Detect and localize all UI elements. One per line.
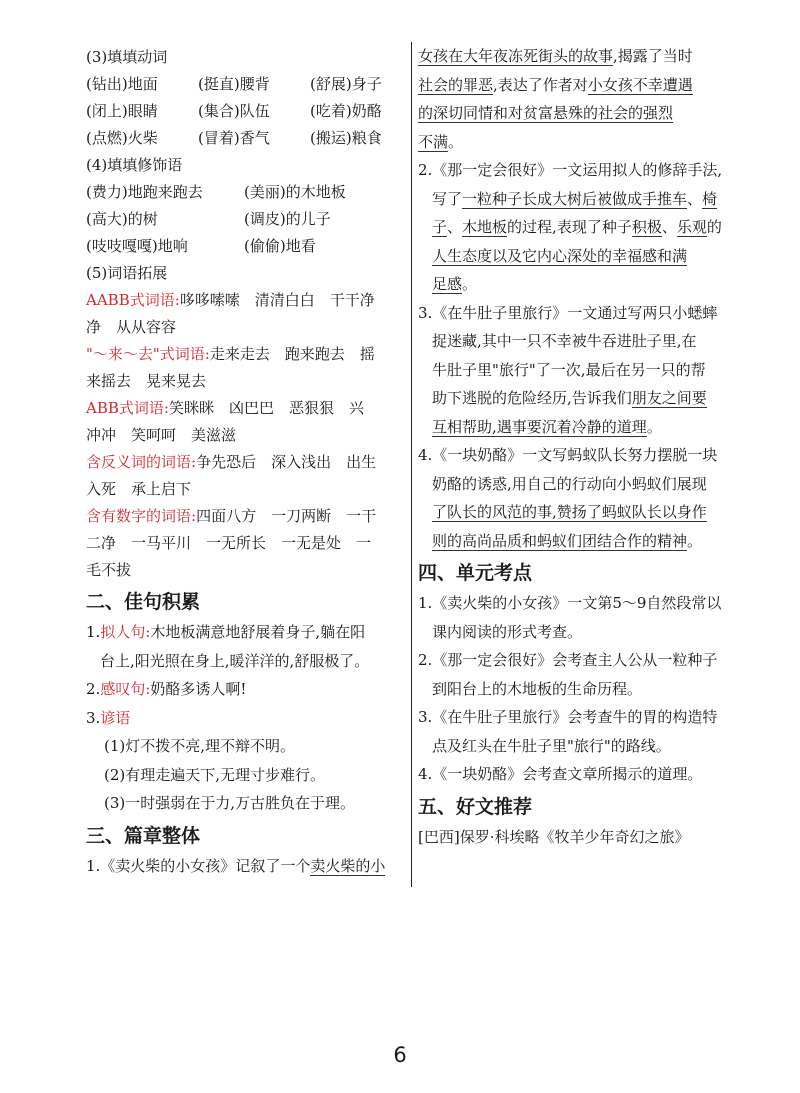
fill-modifiers-title: (4)填填修饰语 bbox=[86, 156, 183, 174]
modifier-row: (费力)地跑来跑去 (美丽)的木地板 bbox=[86, 183, 346, 201]
fill-verbs-title: (3)填填动词 bbox=[86, 48, 168, 66]
section-heading-recommended: 五、好文推荐 bbox=[418, 795, 533, 818]
overall-item-1-start: 1.《卖火柴的小女孩》记叙了一个卖火柴的小 bbox=[86, 856, 386, 875]
antonym-words: 含反义词的词语:争先恐后 深入浅出 出生 入死 承上启下 bbox=[86, 453, 377, 498]
overall-item-2: 2.《那一定会很好》一文运用拟人的修辞手法, 写了一粒种子长成大树后被做成手推车、椅 子、木地板的过程,表现了种子积极、乐观的 人生态度以及它内心深处的幸福感和满 足感。 bbox=[418, 161, 723, 293]
proverb-label: 谚语 bbox=[100, 708, 131, 727]
left-column bbox=[86, 44, 404, 880]
verb-row: (闭上)眼睛 (集合)队伍 (吃着)奶酪 bbox=[86, 102, 382, 120]
laiqu-words: "～来～去"式词语:走来走去 跑来跑去 摇 来摇去 晃来晃去 bbox=[86, 345, 375, 390]
antonym-label: 含反义词的词语: bbox=[86, 453, 197, 471]
number-label: 含有数字的词语: bbox=[86, 507, 197, 525]
section-heading-overall: 三、篇章整体 bbox=[86, 824, 201, 847]
overall-item-3: 3.《在牛肚子里旅行》一文通过写两只小蟋蟀 捉迷藏,其中一只不幸被牛吞进肚子里,在 牛肚子里"旅行"了一次,最后在另一只的帮 助下逃脱的危险经历,告诉我们朋友之间要 互相帮助,遇事要沉着冷静的道理。 bbox=[418, 303, 718, 436]
right-column bbox=[418, 42, 724, 851]
aabb-words: AABB式词语:哆哆嗦嗦 清清白白 干干净 净 从从容容 bbox=[86, 291, 375, 336]
laiqu-label: "～来～去"式词语: bbox=[86, 345, 210, 363]
modifier-row: (高大)的树 (调皮)的儿子 bbox=[86, 210, 331, 228]
exam-point-4: 4.《一块奶酪》会考查文章所揭示的道理。 bbox=[418, 765, 703, 783]
sentence-exclamation: 2.感叹句:奶酪多诱人啊! bbox=[86, 680, 247, 698]
overall-item-4: 4.《一块奶酪》一文写蚂蚁队长努力摆脱一块 奶酪的诱惑,用自己的行动向小蚂蚁们展现 了队长的风范的事,赞扬了蚂蚁队长以身作 则的高尚品质和蚂蚁们团结合作的精神。 bbox=[418, 446, 718, 550]
exam-point-3: 3.《在牛肚子里旅行》会考查牛的胃的构造特 点及红头在牛肚子里"旅行"的路线。 bbox=[418, 708, 718, 755]
recommended-book: [巴西]保罗·科埃略《牧羊少年奇幻之旅》 bbox=[418, 827, 690, 846]
proverb-item: (1)灯不拨不亮,理不辩不明。 bbox=[104, 737, 296, 755]
proverb-item: (2)有理走遍天下,无理寸步难行。 bbox=[104, 765, 326, 784]
abb-words: ABB式词语:笑眯眯 凶巴巴 恶狠狠 兴 冲冲 笑呵呵 美滋滋 bbox=[86, 399, 364, 444]
exam-point-2: 2.《那一定会很好》会考查主人公从一粒种子 到阳台上的木地板的生命历程。 bbox=[418, 651, 718, 698]
section-heading-exam-points: 四、单元考点 bbox=[418, 562, 533, 584]
exclamation-label: 感叹句: bbox=[100, 680, 151, 698]
column-divider bbox=[411, 42, 412, 887]
personification-label: 拟人句: bbox=[100, 623, 151, 641]
modifier-row: (吱吱嘎嘎)地响 (偷偷)地看 bbox=[86, 237, 316, 255]
number-words: 含有数字的词语:四面八方 一刀两断 一干 二净 一马平川 一无所长 一无是处 一 毛不拔 bbox=[86, 507, 377, 579]
proverbs-label-line: 3.谚语 bbox=[86, 708, 131, 727]
proverb-item: (3)一时强弱在于力,万古胜负在于理。 bbox=[104, 794, 356, 812]
section-heading-sentences: 二、佳句积累 bbox=[86, 591, 201, 613]
abb-label: ABB式词语: bbox=[86, 399, 169, 417]
exam-point-1: 1.《卖火柴的小女孩》一文第5～9自然段常以 课内阅读的形式考查。 bbox=[418, 594, 722, 641]
verb-row: (点燃)火柴 (冒着)香气 (搬运)粮食 bbox=[86, 129, 382, 147]
sentence-personification: 1.拟人句:木地板满意地舒展着身子,躺在阳 台上,阳光照在身上,暖洋洋的,舒服极了。 bbox=[86, 623, 370, 670]
verb-row: (钻出)地面 (挺直)腰背 (舒展)身子 bbox=[86, 75, 382, 93]
aabb-label: AABB式词语: bbox=[86, 291, 180, 309]
word-expansion-title: (5)词语拓展 bbox=[86, 264, 168, 282]
page-number: 6 bbox=[393, 1043, 407, 1067]
overall-item-1-cont: 女孩在大年夜冻死街头的故事,揭露了当时 社会的罪恶,表达了作者对小女孩不幸遭遇 的深切同情和对贫富悬殊的社会的强烈 不满。 bbox=[418, 47, 693, 151]
